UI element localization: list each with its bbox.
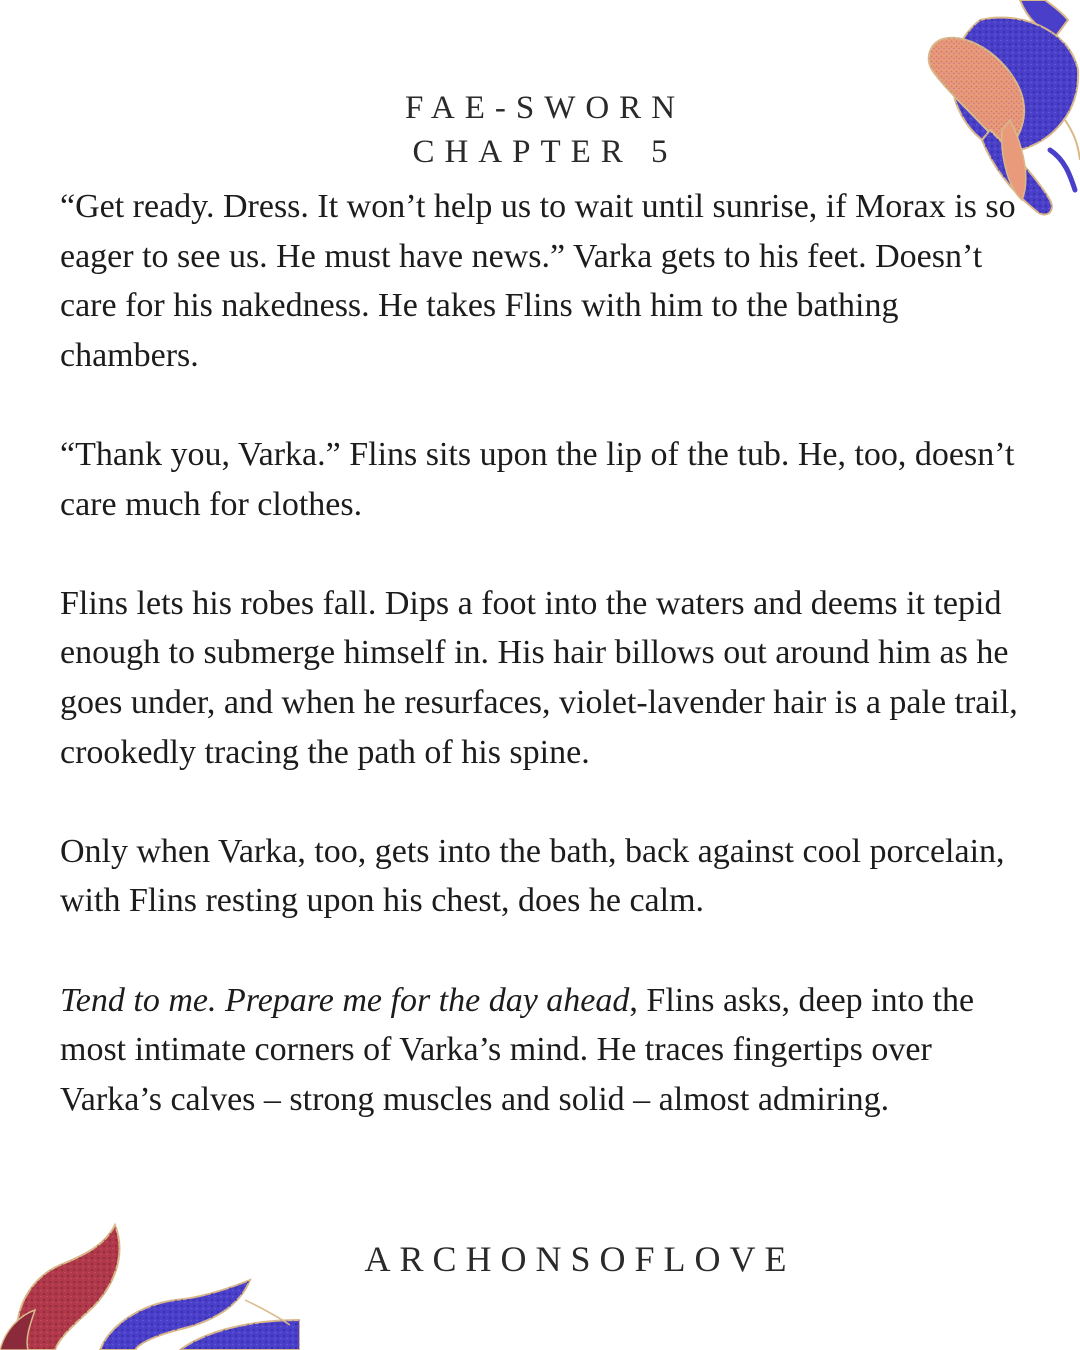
italic-thought: Tend to me. Prepare me for the day ahead: [60, 981, 630, 1019]
paragraph: Tend to me. Prepare me for the day ahead, Flins asks, deep into the most intimate corners of Varka’s mind. He traces fingertips over Varka’s calves – strong muscles and solid – almost admiring.: [60, 981, 975, 1118]
red-blue-flower-icon: [0, 1220, 300, 1350]
chapter-title: CHAPTER 5: [412, 134, 678, 170]
story-body: [60, 182, 1035, 1124]
chapter-header: [0, 86, 1080, 174]
paragraph: “Thank you, Varka.” Flins sits upon the lip of the tub. He, too, doesn’t care much for clothes.: [60, 435, 1015, 523]
paragraph: Flins lets his robes fall. Dips a foot into the waters and deems it tepid enough to submerge himself in. His hair billows out around him as he goes under, and when he resurfaces, violet-lavender hair is a pale trail, crookedly tracing the path of his spine.: [60, 584, 1018, 771]
series-title: FAE-SWORN: [404, 90, 686, 126]
author-signature: ARCHONSOFLOVE: [364, 1239, 796, 1279]
paragraph: Only when Varka, too, gets into the bath, back against cool porcelain, with Flins resting upon his chest, does he calm.: [60, 832, 1005, 920]
paragraph: “Get ready. Dress. It won’t help us to wait until sunrise, if Morax is so eager to see us. He must have news.” Varka gets to his feet. Doesn’t care for his nakedness. He takes Flins with him to the bathing chambers.: [60, 188, 1016, 374]
